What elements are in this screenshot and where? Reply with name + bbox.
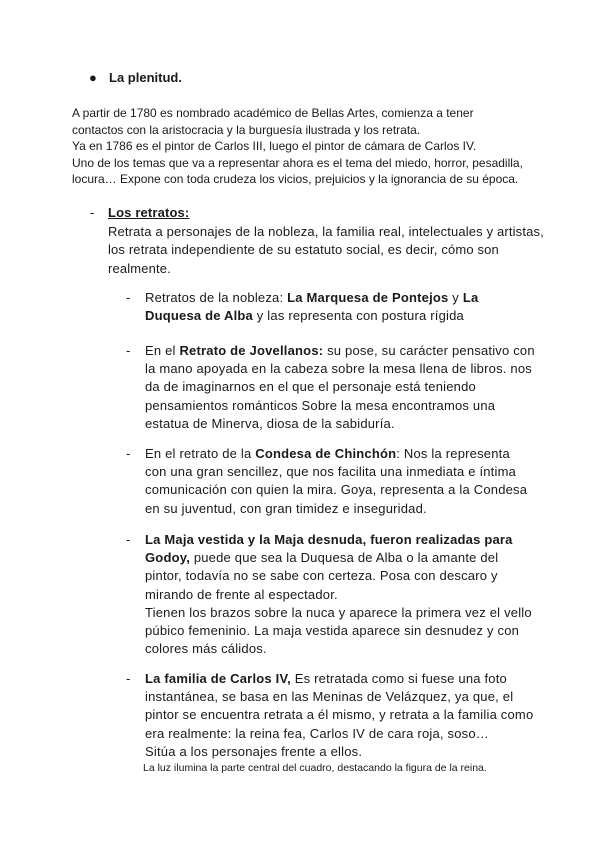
intro-line: Uno de los temas que va a representar ahora es el tema del miedo, horror, pesadilla, — [72, 155, 523, 170]
dash-marker: - — [126, 532, 131, 547]
footnote-line: La luz ilumina la parte central del cuadro, destacando la figura de la reina. — [143, 762, 487, 775]
dash-marker: - — [126, 290, 131, 305]
intro-line: locura… Expone con toda crudeza los vicios, prejuicios y la ignorancia de su época. — [72, 172, 519, 186]
list-item-text: En el retrato de la Condesa de Chinchón: Nos la representa con una gran sencillez, que nos facilita una inmediata e íntima comunicación con quien la mira. Goya, representa a la Condesa en su juventud, con gran timidez e inseguridad. — [145, 446, 528, 516]
dash-marker: - — [126, 343, 131, 358]
dash-marker: - — [126, 671, 131, 686]
list-item-text: Retratos de la nobleza: La Marquesa de Pontejos y La Duquesa de Alba y las representa con postura rígida — [145, 290, 479, 324]
intro-paragraph — [72, 105, 572, 188]
list-item-text: En el Retrato de Jovellanos: su pose, su carácter pensativo con la mano apoyada en la cabeza sobre la mesa llena de libros. nos da de imaginarnos en el que el personaje está teniendo pensamientos románticos Sobre la mesa encontramos una estatua de Minerva, diosa de la sabiduría. — [145, 343, 535, 431]
list-item-text: La familia de Carlos IV, Es retratada como si fuese una foto instantánea, se basa en las Meninas de Velázquez, ya que, el pintor se encuentra retrata a él mismo, y retrata a la familia como era realmente: la reina fea, Carlos IV de cara roja, soso… Sitúa a los personajes frente a ellos. La luz ilumina la parte central del cuadro, destacando la figura de la reina. — [143, 671, 534, 775]
dash-marker: - — [90, 205, 95, 220]
heading-text: La plenitud. — [109, 70, 182, 85]
section-title: Los retratos: — [108, 205, 190, 220]
intro-line: A partir de 1780 es nombrado académico de Bellas Artes, comienza a tener — [72, 106, 474, 120]
dash-marker: - — [126, 446, 131, 461]
list-item-text: La Maja vestida y la Maja desnuda, fueron realizadas para Godoy, puede que sea la Duquesa de Alba o la amante del pintor, todavía no se sabe con certeza. Posa con descaro y mirando de frente al espectador. Tienen los brazos sobre la nuca y aparece la primera vez el vello púbico femeninio. La maja vestida aparece sin desnudez y con colores más cálidos. — [145, 532, 532, 657]
intro-line: Ya en 1786 es el pintor de Carlos III, luego el pintor de cámara de Carlos IV. — [72, 139, 477, 153]
section-body — [108, 204, 548, 278]
section-text: Retrata a personajes de la nobleza, la familia real, intelectuales y artistas, los retrata independiente de su estatuto social, es decir, cómo son realmente. — [108, 223, 544, 276]
intro-line: contactos con la aristocracia y la burguesía ilustrada y los retrata. — [72, 122, 421, 137]
bullet-icon: ● — [89, 70, 97, 85]
